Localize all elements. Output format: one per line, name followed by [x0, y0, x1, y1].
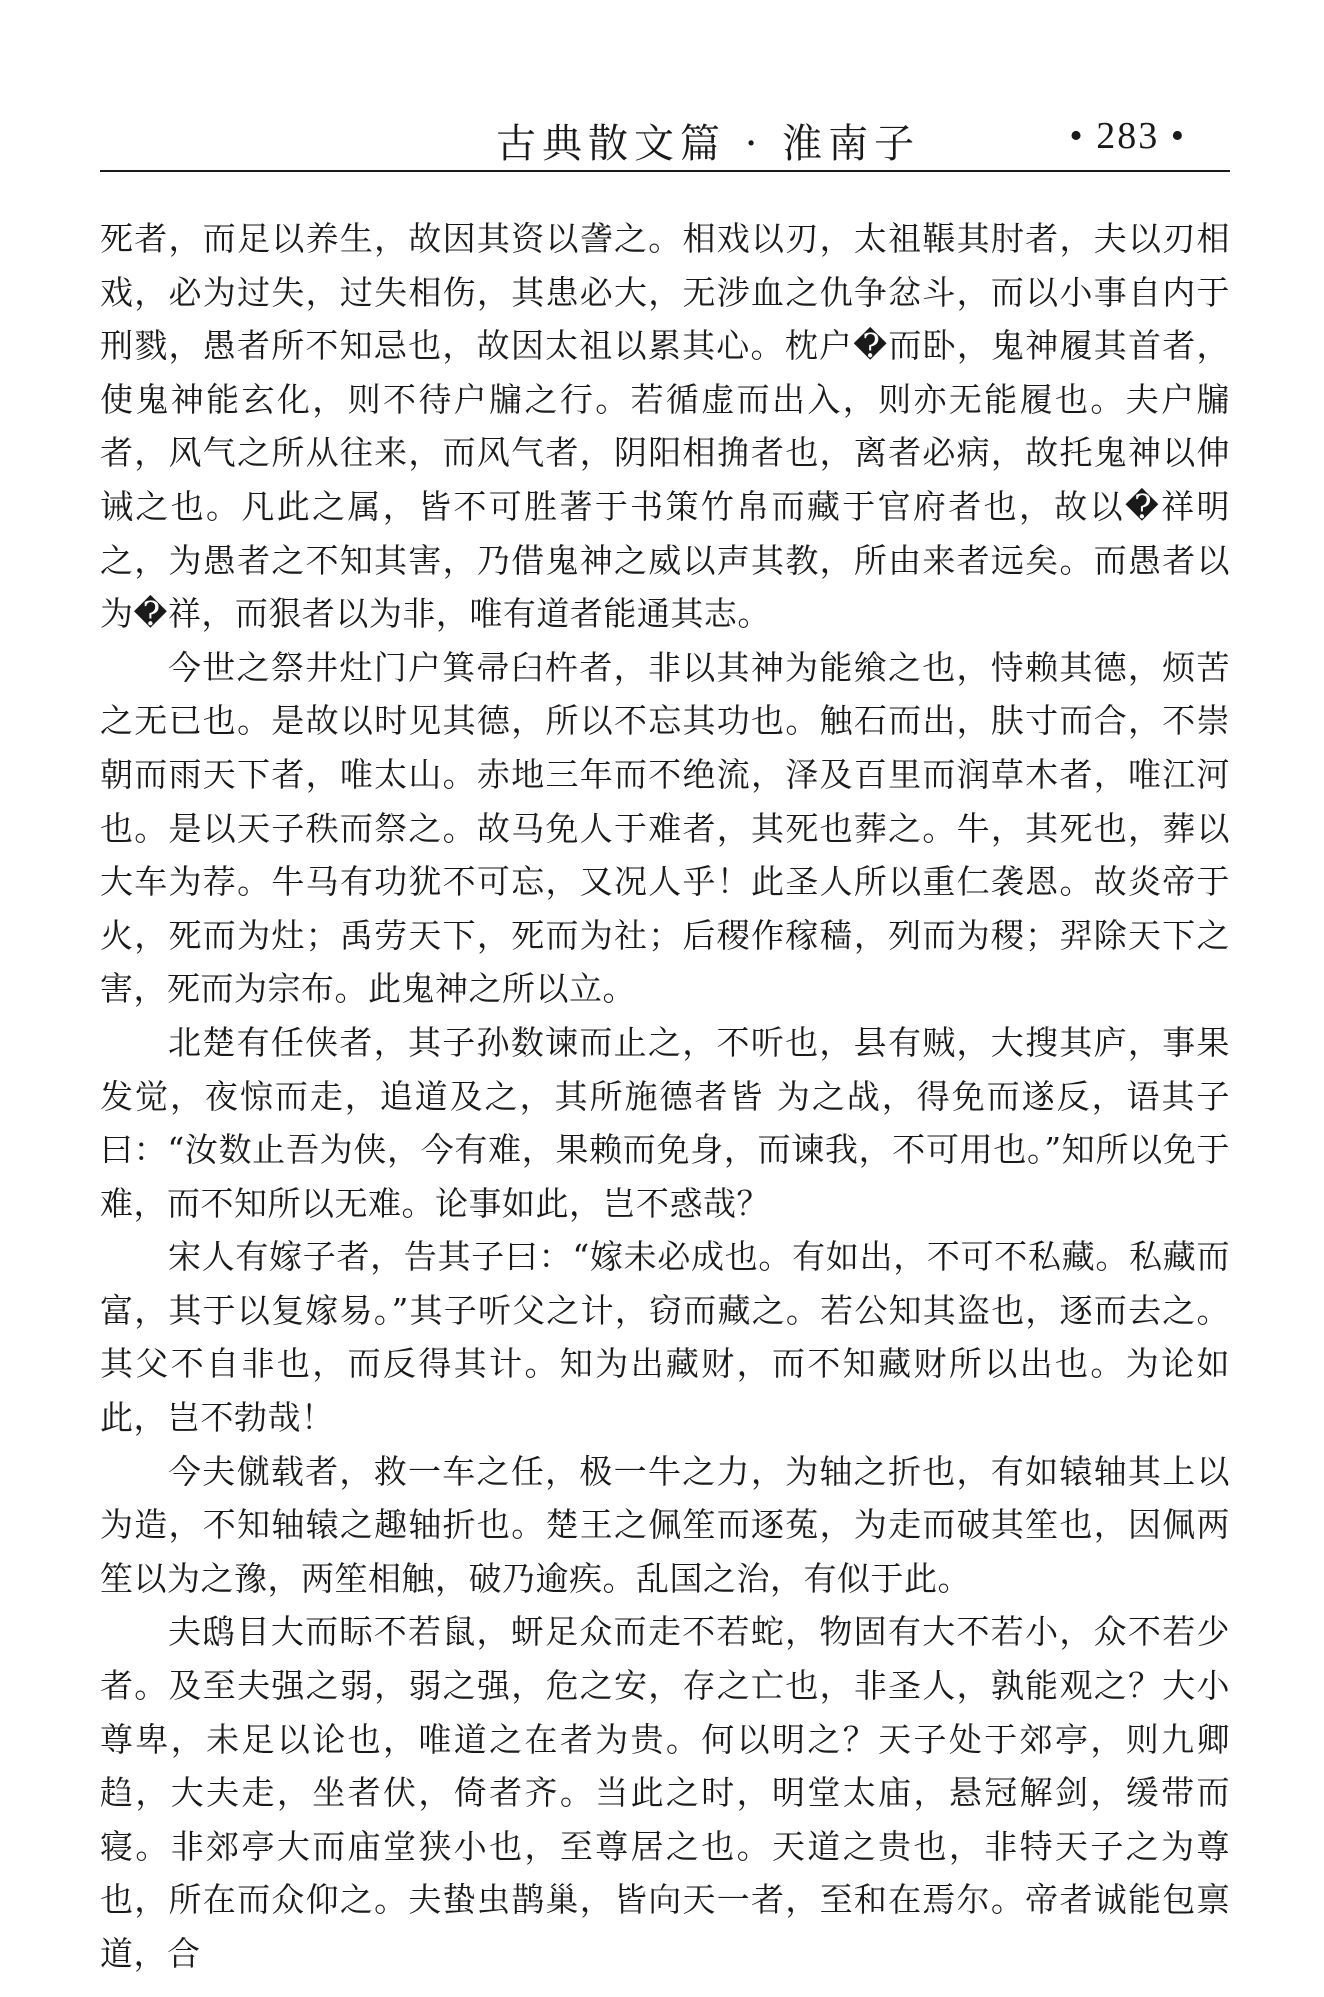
- paragraph-5: 今夫僦载者，救一车之任，极一牛之力，为轴之折也，有如辕轴其上以为造，不知轴辕之趣轴折也。楚王之佩笙而逐菟，为走而破其笙也，因佩两笙以为之豫，两笙相触，破乃逾疾。乱国之治，有似于此。: [100, 1451, 1230, 1598]
- paragraph-4: 宋人有嫁子者，告其子曰：“嫁未必成也。有如出，不可不私藏。私藏而富，其于以复嫁易。”其子听父之计，窃而藏之。若公知其盗也，逐而去之。其父不自非也，而反得其计。知为出藏财，而不知藏财所以出也。为论如此，岂不勃哉！: [100, 1237, 1230, 1438]
- running-header: [100, 100, 1230, 170]
- page-number: • 283 •: [1069, 115, 1186, 157]
- body-text: [100, 212, 1230, 1981]
- paragraph-1: 死者，而足以养生，故因其资以詟之。相戏以刃，太祖䩨其肘者，夫以刃相戏，必为过失，过失相伤，其患必大，无涉血之仇争忿斗，而以小事自内于刑戮，愚者所不知忌也，故因太祖以累其心。枕户�而卧，鬼神履其首者，使鬼神能玄化，则不待户牖之行。若循虚而出入，则亦无能履也。夫户牖者，风气之所从往来，而风气者，阴阳相捔者也，离者必病，故托鬼神以伸诫之也。凡此之属，皆不可胜著于书策竹帛而藏于官府者也，故以�祥明之，为愚者之不知其害，乃借鬼神之威以声其教，所由来者远矣。而愚者以为�祥，而狠者以为非，唯有道者能通其志。: [100, 219, 1230, 634]
- running-title: 古典散文篇 · 淮南子: [496, 121, 921, 167]
- header-rule: [100, 170, 1230, 172]
- paragraph-3: 北楚有任侠者，其子孙数谏而止之，不听也，县有贼，大搜其庐，事果发觉，夜惊而走，追道及之，其所施德者皆 为之战，得免而遂反，语其子曰：“汝数止吾为侠，今有难，果赖而免身，而谏我，不可用也。”知所以免于难，而不知所以无难。论事如此，岂不惑哉？: [100, 1022, 1230, 1223]
- paragraph-6: 夫鸱目大而眎不若鼠，蚈足众而走不若蛇，物固有大不若小，众不若少者。及至夫强之弱，弱之强，危之安，存之亡也，非圣人，孰能观之？大小尊卑，未足以论也，唯道之在者为贵。何以明之？天子处于郊亭，则九卿趋，大夫走，坐者伏，倚者齐。当此之时，明堂太庙，悬冠解剑，缓带而寝。非郊亭大而庙堂狭小也，至尊居之也。天道之贵也，非特天子之为尊也，所在而众仰之。夫蛰虫鹊巢，皆向天一者，至和在焉尔。帝者诚能包禀道，合: [100, 1612, 1230, 1973]
- paragraph-2: 今世之祭井灶门户箕帚臼杵者，非以其神为能飨之也，恃赖其德，烦苦之无已也。是故以时见其德，所以不忘其功也。触石而出，肤寸而合，不崇朝而雨天下者，唯太山。赤地三年而不绝流，泽及百里而润草木者，唯江河也。是以天子秩而祭之。故马免人于难者，其死也葬之。牛，其死也，葬以大车为荐。牛马有功犹不可忘，又况人乎！此圣人所以重仁袭恩。故炎帝于火，死而为灶；禹劳天下，死而为社；后稷作稼穑，列而为稷；羿除天下之害，死而为宗布。此鬼神之所以立。: [100, 647, 1230, 1009]
